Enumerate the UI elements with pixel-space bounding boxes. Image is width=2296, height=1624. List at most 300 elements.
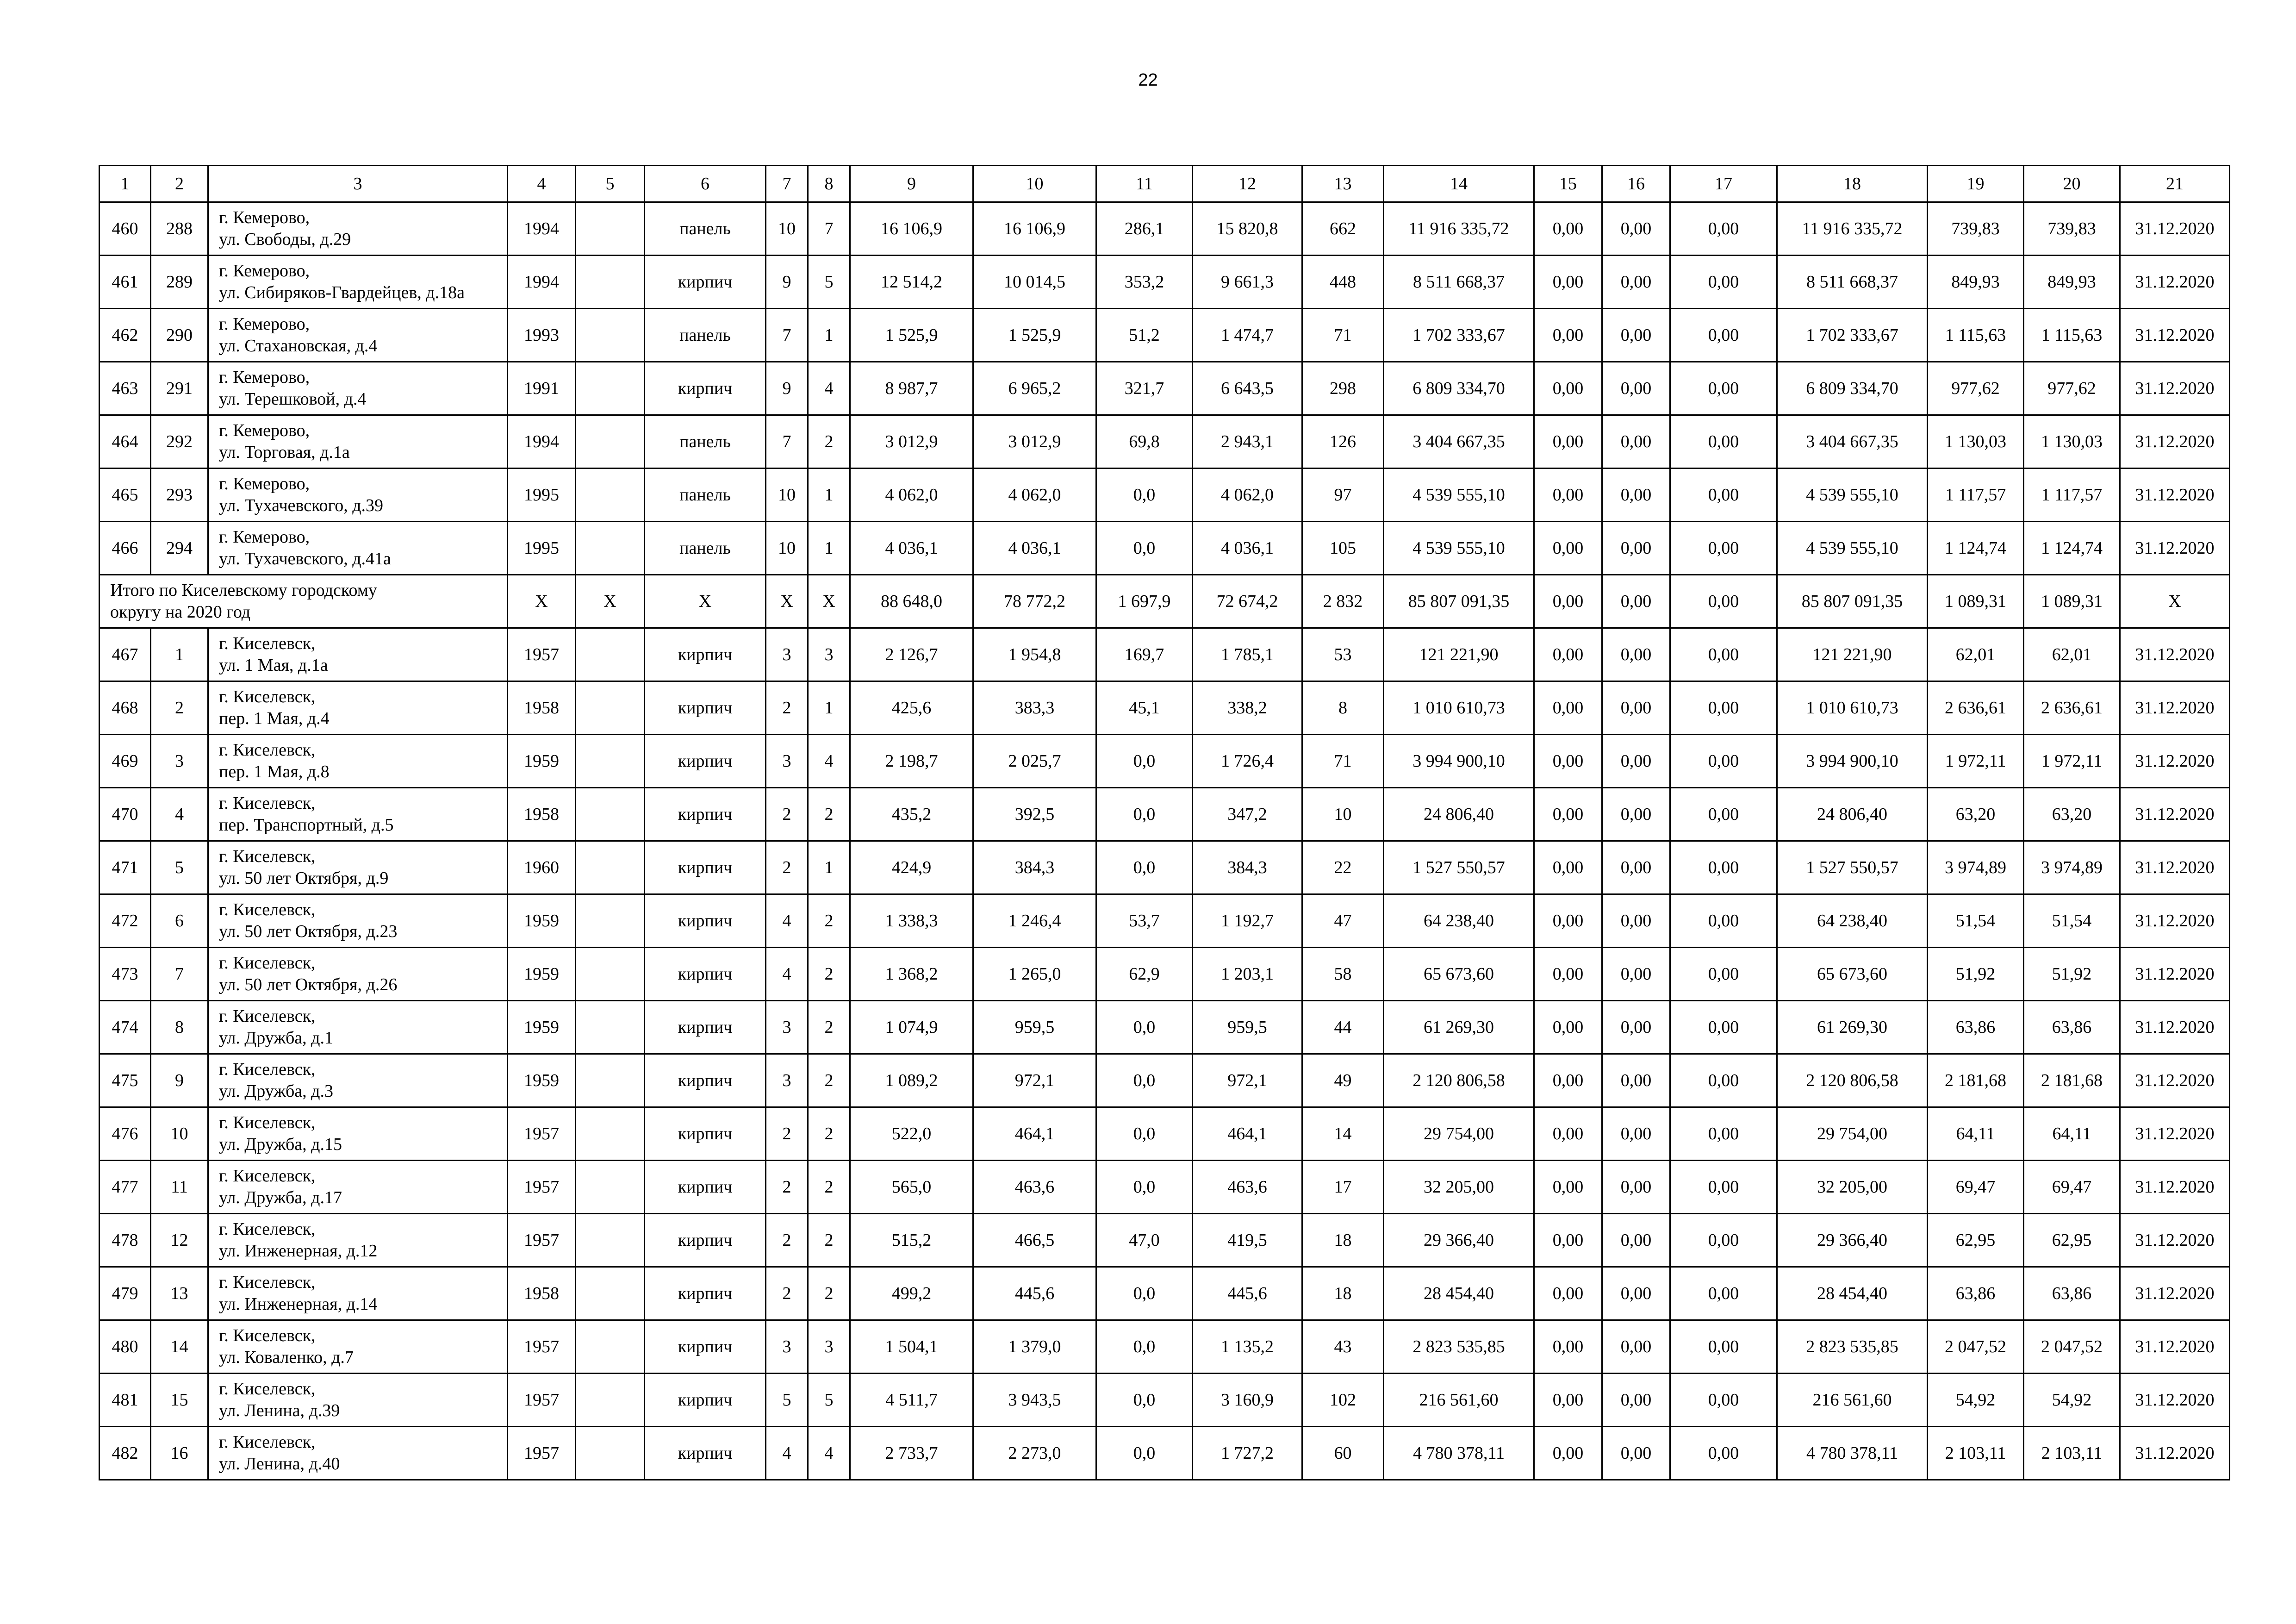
address-city: г. Киселевск, — [219, 740, 316, 760]
cell-c16: 0,00 — [1602, 362, 1670, 415]
cell-c11: 0,0 — [1096, 522, 1193, 575]
table-row — [100, 522, 2230, 575]
cell-c8: 3 — [808, 1320, 850, 1374]
cell-c5 — [576, 681, 645, 735]
cell-c12: 15 820,8 — [1193, 202, 1302, 256]
cell-c17: 0,00 — [1670, 894, 1777, 948]
cell-c6: кирпич — [645, 788, 766, 841]
cell-c5 — [576, 948, 645, 1001]
row-sub-number: 11 — [151, 1161, 208, 1214]
cell-c11: 47,0 — [1096, 1214, 1193, 1267]
cell-c12: 2 943,1 — [1193, 415, 1302, 468]
address-street: ул. Тухачевского, д.39 — [219, 496, 384, 515]
cell-c5 — [576, 1427, 645, 1480]
column-header: 6 — [645, 166, 766, 202]
cell-c13: 49 — [1302, 1054, 1384, 1107]
cell-c7: 3 — [766, 1320, 808, 1374]
cell-c4: 1993 — [508, 309, 576, 362]
address-cell — [208, 628, 508, 681]
cell-c16: 0,00 — [1602, 628, 1670, 681]
address-cell — [208, 1214, 508, 1267]
cell-c17: 0,00 — [1670, 362, 1777, 415]
cell-c7: 4 — [766, 894, 808, 948]
cell-c10: 10 014,5 — [973, 256, 1096, 309]
cell-c15: 0,00 — [1534, 1161, 1602, 1214]
cell-c15: 0,00 — [1534, 202, 1602, 256]
total-c12: 72 674,2 — [1193, 575, 1302, 628]
cell-c16: 0,00 — [1602, 256, 1670, 309]
table-row — [100, 468, 2230, 522]
cell-c4: 1958 — [508, 1267, 576, 1320]
total-c5: X — [576, 575, 645, 628]
cell-c18: 29 754,00 — [1777, 1107, 1928, 1161]
cell-c17: 0,00 — [1670, 1267, 1777, 1320]
table-row — [100, 1267, 2230, 1320]
address-city: г. Киселевск, — [219, 1326, 316, 1345]
cell-c7: 10 — [766, 468, 808, 522]
cell-c6: кирпич — [645, 1374, 766, 1427]
cell-c16: 0,00 — [1602, 788, 1670, 841]
row-sub-number: 9 — [151, 1054, 208, 1107]
cell-c21: 31.12.2020 — [2120, 1214, 2230, 1267]
cell-c10: 3 943,5 — [973, 1374, 1096, 1427]
cell-c12: 445,6 — [1193, 1267, 1302, 1320]
cell-c20: 63,20 — [2024, 788, 2120, 841]
cell-c5 — [576, 628, 645, 681]
cell-c8: 7 — [808, 202, 850, 256]
cell-c7: 2 — [766, 788, 808, 841]
cell-c12: 347,2 — [1193, 788, 1302, 841]
cell-c6: кирпич — [645, 1107, 766, 1161]
cell-c11: 45,1 — [1096, 681, 1193, 735]
row-sub-number: 16 — [151, 1427, 208, 1480]
table-row — [100, 1427, 2230, 1480]
cell-c12: 959,5 — [1193, 1001, 1302, 1054]
address-street: ул. Ленина, д.40 — [219, 1454, 340, 1474]
cell-c19: 1 124,74 — [1928, 522, 2024, 575]
address-city: г. Киселевск, — [219, 1273, 316, 1292]
cell-c13: 53 — [1302, 628, 1384, 681]
address-street: ул. Стахановская, д.4 — [219, 336, 378, 356]
address-city: г. Киселевск, — [219, 1166, 316, 1186]
cell-c8: 3 — [808, 628, 850, 681]
address-street: ул. 50 лет Октября, д.26 — [219, 975, 398, 994]
cell-c17: 0,00 — [1670, 256, 1777, 309]
cell-c4: 1959 — [508, 1054, 576, 1107]
total-label-line1: Итого по Киселевскому городскому — [110, 581, 377, 600]
cell-c19: 1 130,03 — [1928, 415, 2024, 468]
column-header: 19 — [1928, 166, 2024, 202]
cell-c12: 1 726,4 — [1193, 735, 1302, 788]
cell-c6: кирпич — [645, 1427, 766, 1480]
address-cell — [208, 1374, 508, 1427]
table-body — [100, 166, 2230, 1480]
cell-c13: 448 — [1302, 256, 1384, 309]
cell-c14: 11 916 335,72 — [1384, 202, 1534, 256]
cell-c8: 2 — [808, 788, 850, 841]
row-sub-number: 289 — [151, 256, 208, 309]
cell-c11: 51,2 — [1096, 309, 1193, 362]
address-cell — [208, 1427, 508, 1480]
cell-c13: 105 — [1302, 522, 1384, 575]
cell-c19: 1 115,63 — [1928, 309, 2024, 362]
cell-c13: 126 — [1302, 415, 1384, 468]
cell-c8: 5 — [808, 1374, 850, 1427]
cell-c13: 10 — [1302, 788, 1384, 841]
cell-c15: 0,00 — [1534, 1054, 1602, 1107]
cell-c12: 1 203,1 — [1193, 948, 1302, 1001]
cell-c16: 0,00 — [1602, 309, 1670, 362]
total-c15: 0,00 — [1534, 575, 1602, 628]
table-row — [100, 1161, 2230, 1214]
cell-c9: 16 106,9 — [850, 202, 973, 256]
address-cell — [208, 415, 508, 468]
cell-c14: 6 809 334,70 — [1384, 362, 1534, 415]
cell-c10: 3 012,9 — [973, 415, 1096, 468]
cell-c19: 63,86 — [1928, 1001, 2024, 1054]
cell-c4: 1957 — [508, 1161, 576, 1214]
cell-c10: 1 954,8 — [973, 628, 1096, 681]
address-city: г. Кемерово, — [219, 261, 310, 281]
cell-c21: 31.12.2020 — [2120, 894, 2230, 948]
cell-c8: 1 — [808, 309, 850, 362]
row-sub-number: 291 — [151, 362, 208, 415]
cell-c15: 0,00 — [1534, 1320, 1602, 1374]
cell-c5 — [576, 1320, 645, 1374]
cell-c14: 29 366,40 — [1384, 1214, 1534, 1267]
cell-c10: 384,3 — [973, 841, 1096, 894]
cell-c15: 0,00 — [1534, 1267, 1602, 1320]
cell-c11: 69,8 — [1096, 415, 1193, 468]
total-row — [100, 575, 2230, 628]
cell-c7: 9 — [766, 362, 808, 415]
cell-c5 — [576, 1267, 645, 1320]
row-sub-number: 4 — [151, 788, 208, 841]
cell-c17: 0,00 — [1670, 1374, 1777, 1427]
cell-c18: 4 539 555,10 — [1777, 468, 1928, 522]
cell-c18: 4 539 555,10 — [1777, 522, 1928, 575]
cell-c11: 0,0 — [1096, 1374, 1193, 1427]
cell-c20: 62,01 — [2024, 628, 2120, 681]
cell-c17: 0,00 — [1670, 948, 1777, 1001]
total-c16: 0,00 — [1602, 575, 1670, 628]
cell-c13: 14 — [1302, 1107, 1384, 1161]
cell-c13: 47 — [1302, 894, 1384, 948]
cell-c8: 2 — [808, 1214, 850, 1267]
cell-c6: кирпич — [645, 894, 766, 948]
cell-c12: 4 062,0 — [1193, 468, 1302, 522]
cell-c8: 4 — [808, 1427, 850, 1480]
cell-c10: 2 025,7 — [973, 735, 1096, 788]
column-header: 1 — [100, 166, 151, 202]
cell-c6: кирпич — [645, 362, 766, 415]
cell-c20: 849,93 — [2024, 256, 2120, 309]
cell-c17: 0,00 — [1670, 841, 1777, 894]
column-header: 10 — [973, 166, 1096, 202]
cell-c8: 1 — [808, 681, 850, 735]
cell-c13: 71 — [1302, 735, 1384, 788]
cell-c17: 0,00 — [1670, 1427, 1777, 1480]
cell-c11: 321,7 — [1096, 362, 1193, 415]
column-header: 9 — [850, 166, 973, 202]
cell-c21: 31.12.2020 — [2120, 735, 2230, 788]
cell-c19: 977,62 — [1928, 362, 2024, 415]
address-street: ул. Инженерная, д.12 — [219, 1241, 378, 1261]
cell-c19: 62,95 — [1928, 1214, 2024, 1267]
cell-c18: 216 561,60 — [1777, 1374, 1928, 1427]
row-number: 467 — [100, 628, 151, 681]
cell-c14: 1 010 610,73 — [1384, 681, 1534, 735]
table-row — [100, 841, 2230, 894]
cell-c21: 31.12.2020 — [2120, 1161, 2230, 1214]
cell-c14: 4 539 555,10 — [1384, 468, 1534, 522]
cell-c8: 1 — [808, 468, 850, 522]
cell-c18: 65 673,60 — [1777, 948, 1928, 1001]
cell-c9: 1 074,9 — [850, 1001, 973, 1054]
cell-c5 — [576, 1107, 645, 1161]
row-number: 480 — [100, 1320, 151, 1374]
cell-c9: 4 062,0 — [850, 468, 973, 522]
cell-c5 — [576, 1001, 645, 1054]
address-city: г. Киселевск, — [219, 793, 316, 813]
cell-c12: 972,1 — [1193, 1054, 1302, 1107]
column-header: 14 — [1384, 166, 1534, 202]
cell-c18: 64 238,40 — [1777, 894, 1928, 948]
cell-c20: 54,92 — [2024, 1374, 2120, 1427]
cell-c14: 8 511 668,37 — [1384, 256, 1534, 309]
cell-c12: 1 192,7 — [1193, 894, 1302, 948]
cell-c17: 0,00 — [1670, 415, 1777, 468]
cell-c9: 2 733,7 — [850, 1427, 973, 1480]
cell-c5 — [576, 202, 645, 256]
address-cell — [208, 841, 508, 894]
cell-c6: кирпич — [645, 841, 766, 894]
cell-c21: 31.12.2020 — [2120, 628, 2230, 681]
cell-c12: 1 727,2 — [1193, 1427, 1302, 1480]
cell-c20: 2 636,61 — [2024, 681, 2120, 735]
cell-c7: 3 — [766, 628, 808, 681]
address-city: г. Кемерово, — [219, 527, 310, 547]
cell-c14: 4 539 555,10 — [1384, 522, 1534, 575]
address-cell — [208, 1001, 508, 1054]
address-cell — [208, 894, 508, 948]
column-number-row — [100, 166, 2230, 202]
cell-c10: 972,1 — [973, 1054, 1096, 1107]
cell-c12: 384,3 — [1193, 841, 1302, 894]
cell-c17: 0,00 — [1670, 202, 1777, 256]
cell-c12: 1 785,1 — [1193, 628, 1302, 681]
address-street: ул. Дружба, д.17 — [219, 1188, 342, 1207]
total-label — [100, 575, 508, 628]
cell-c18: 32 205,00 — [1777, 1161, 1928, 1214]
table-row — [100, 735, 2230, 788]
cell-c16: 0,00 — [1602, 1161, 1670, 1214]
cell-c16: 0,00 — [1602, 948, 1670, 1001]
cell-c13: 43 — [1302, 1320, 1384, 1374]
cell-c17: 0,00 — [1670, 735, 1777, 788]
cell-c9: 4 511,7 — [850, 1374, 973, 1427]
cell-c20: 739,83 — [2024, 202, 2120, 256]
total-c13: 2 832 — [1302, 575, 1384, 628]
row-number: 464 — [100, 415, 151, 468]
cell-c16: 0,00 — [1602, 468, 1670, 522]
row-sub-number: 3 — [151, 735, 208, 788]
table-row — [100, 894, 2230, 948]
cell-c7: 2 — [766, 1214, 808, 1267]
cell-c11: 286,1 — [1096, 202, 1193, 256]
cell-c11: 169,7 — [1096, 628, 1193, 681]
cell-c4: 1957 — [508, 1320, 576, 1374]
cell-c8: 4 — [808, 362, 850, 415]
row-sub-number: 1 — [151, 628, 208, 681]
cell-c20: 1 117,57 — [2024, 468, 2120, 522]
cell-c19: 63,20 — [1928, 788, 2024, 841]
address-city: г. Киселевск, — [219, 634, 316, 653]
cell-c7: 9 — [766, 256, 808, 309]
cell-c15: 0,00 — [1534, 468, 1602, 522]
column-header: 4 — [508, 166, 576, 202]
row-sub-number: 292 — [151, 415, 208, 468]
cell-c5 — [576, 735, 645, 788]
cell-c15: 0,00 — [1534, 415, 1602, 468]
cell-c20: 64,11 — [2024, 1107, 2120, 1161]
cell-c20: 51,54 — [2024, 894, 2120, 948]
cell-c10: 4 036,1 — [973, 522, 1096, 575]
cell-c6: кирпич — [645, 1320, 766, 1374]
row-sub-number: 5 — [151, 841, 208, 894]
cell-c21: 31.12.2020 — [2120, 841, 2230, 894]
cell-c6: панель — [645, 309, 766, 362]
cell-c19: 2 636,61 — [1928, 681, 2024, 735]
cell-c9: 8 987,7 — [850, 362, 973, 415]
cell-c5 — [576, 1214, 645, 1267]
cell-c14: 121 221,90 — [1384, 628, 1534, 681]
cell-c6: кирпич — [645, 948, 766, 1001]
cell-c13: 97 — [1302, 468, 1384, 522]
cell-c7: 3 — [766, 1054, 808, 1107]
cell-c12: 1 135,2 — [1193, 1320, 1302, 1374]
address-cell — [208, 788, 508, 841]
cell-c21: 31.12.2020 — [2120, 1001, 2230, 1054]
cell-c14: 61 269,30 — [1384, 1001, 1534, 1054]
cell-c18: 29 366,40 — [1777, 1214, 1928, 1267]
cell-c4: 1957 — [508, 1427, 576, 1480]
table-row — [100, 681, 2230, 735]
cell-c14: 3 404 667,35 — [1384, 415, 1534, 468]
total-c17: 0,00 — [1670, 575, 1777, 628]
row-number: 473 — [100, 948, 151, 1001]
row-sub-number: 294 — [151, 522, 208, 575]
address-street: ул. 50 лет Октября, д.23 — [219, 922, 398, 941]
cell-c16: 0,00 — [1602, 202, 1670, 256]
address-cell — [208, 1161, 508, 1214]
address-street: ул. Дружба, д.1 — [219, 1028, 333, 1048]
row-sub-number: 2 — [151, 681, 208, 735]
cell-c14: 216 561,60 — [1384, 1374, 1534, 1427]
cell-c4: 1957 — [508, 1374, 576, 1427]
cell-c7: 3 — [766, 735, 808, 788]
cell-c10: 4 062,0 — [973, 468, 1096, 522]
row-number: 477 — [100, 1161, 151, 1214]
cell-c18: 1 527 550,57 — [1777, 841, 1928, 894]
address-city: г. Кемерово, — [219, 368, 310, 387]
cell-c16: 0,00 — [1602, 735, 1670, 788]
cell-c18: 6 809 334,70 — [1777, 362, 1928, 415]
address-street: ул. 50 лет Октября, д.9 — [219, 868, 389, 888]
cell-c10: 445,6 — [973, 1267, 1096, 1320]
cell-c8: 2 — [808, 1001, 850, 1054]
column-header: 2 — [151, 166, 208, 202]
cell-c4: 1994 — [508, 256, 576, 309]
row-number: 468 — [100, 681, 151, 735]
cell-c12: 463,6 — [1193, 1161, 1302, 1214]
page-number: 22 — [1138, 70, 1158, 90]
cell-c9: 425,6 — [850, 681, 973, 735]
cell-c5 — [576, 468, 645, 522]
cell-c9: 4 036,1 — [850, 522, 973, 575]
cell-c21: 31.12.2020 — [2120, 1054, 2230, 1107]
cell-c14: 2 823 535,85 — [1384, 1320, 1534, 1374]
table-row — [100, 1374, 2230, 1427]
cell-c16: 0,00 — [1602, 1374, 1670, 1427]
cell-c11: 0,0 — [1096, 468, 1193, 522]
cell-c15: 0,00 — [1534, 1107, 1602, 1161]
cell-c20: 69,47 — [2024, 1161, 2120, 1214]
cell-c13: 18 — [1302, 1267, 1384, 1320]
cell-c17: 0,00 — [1670, 1320, 1777, 1374]
cell-c21: 31.12.2020 — [2120, 788, 2230, 841]
address-cell — [208, 362, 508, 415]
cell-c12: 6 643,5 — [1193, 362, 1302, 415]
cell-c21: 31.12.2020 — [2120, 362, 2230, 415]
address-street: ул. Дружба, д.3 — [219, 1081, 333, 1101]
cell-c19: 739,83 — [1928, 202, 2024, 256]
row-number: 481 — [100, 1374, 151, 1427]
cell-c4: 1995 — [508, 522, 576, 575]
cell-c12: 419,5 — [1193, 1214, 1302, 1267]
cell-c10: 464,1 — [973, 1107, 1096, 1161]
cell-c10: 1 525,9 — [973, 309, 1096, 362]
cell-c13: 22 — [1302, 841, 1384, 894]
cell-c5 — [576, 522, 645, 575]
total-c4: X — [508, 575, 576, 628]
cell-c21: 31.12.2020 — [2120, 1427, 2230, 1480]
address-cell — [208, 735, 508, 788]
cell-c11: 0,0 — [1096, 841, 1193, 894]
cell-c16: 0,00 — [1602, 1214, 1670, 1267]
table-row — [100, 788, 2230, 841]
column-header: 11 — [1096, 166, 1193, 202]
cell-c7: 2 — [766, 681, 808, 735]
address-city: г. Кемерово, — [219, 208, 310, 227]
row-number: 469 — [100, 735, 151, 788]
cell-c15: 0,00 — [1534, 1214, 1602, 1267]
cell-c19: 62,01 — [1928, 628, 2024, 681]
cell-c16: 0,00 — [1602, 681, 1670, 735]
cell-c20: 63,86 — [2024, 1001, 2120, 1054]
cell-c10: 383,3 — [973, 681, 1096, 735]
cell-c4: 1994 — [508, 415, 576, 468]
cell-c5 — [576, 894, 645, 948]
row-sub-number: 293 — [151, 468, 208, 522]
cell-c7: 4 — [766, 1427, 808, 1480]
cell-c9: 12 514,2 — [850, 256, 973, 309]
address-cell — [208, 1107, 508, 1161]
cell-c6: кирпич — [645, 1267, 766, 1320]
cell-c18: 8 511 668,37 — [1777, 256, 1928, 309]
cell-c7: 7 — [766, 309, 808, 362]
cell-c16: 0,00 — [1602, 1054, 1670, 1107]
